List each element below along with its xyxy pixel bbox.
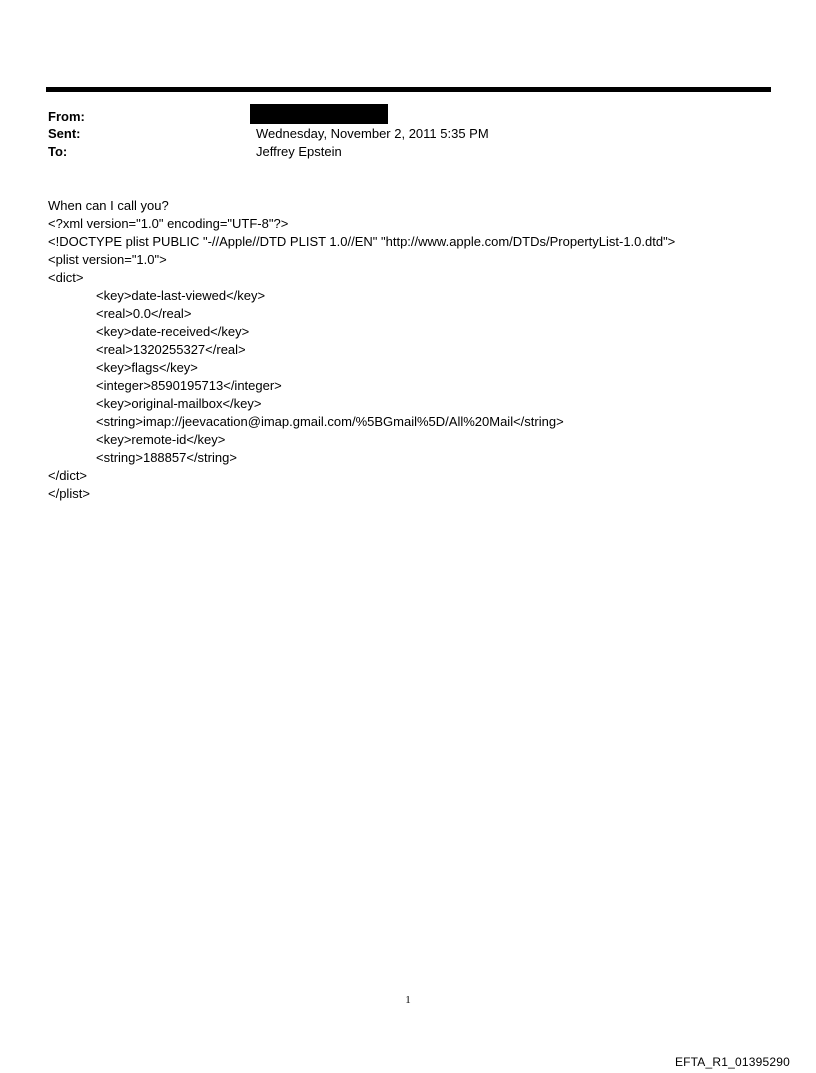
body-line-doctype: <!DOCTYPE plist PUBLIC "-//Apple//DTD PLIST 1.0//EN" "http://www.apple.com/DTDs/PropertyList-1.0.dtd"> [48,234,676,249]
body-line-key: <key>remote-id</key> [96,432,226,447]
body-line-value: <string>imap://jeevacation@imap.gmail.com/%5BGmail%5D/All%20Mail</string> [96,414,564,429]
page-number: 1 [405,994,411,1006]
top-divider [46,87,771,92]
body-line-value: <integer>8590195713</integer> [96,378,282,393]
body-line-value: <real>0.0</real> [96,306,192,321]
to-row [48,143,748,161]
from-row [48,108,748,126]
body-line-xml-decl: <?xml version="1.0" encoding="UTF-8"?> [48,216,289,231]
sent-row [48,125,748,143]
body-line-value: <real>1320255327</real> [96,342,246,357]
redaction-bar [250,104,388,124]
from-label: From: [48,109,85,124]
body-line-key: <key>date-received</key> [96,324,250,339]
body-line-key: <key>flags</key> [96,360,198,375]
sent-value: Wednesday, November 2, 2011 5:35 PM [256,126,489,141]
body-line-key: <key>original-mailbox</key> [96,396,262,411]
body-line-plist-close: </plist> [48,486,90,501]
body-line-value: <string>188857</string> [96,450,237,465]
to-value: Jeffrey Epstein [256,144,342,159]
document-id: EFTA_R1_01395290 [674,1055,790,1069]
body-line-greeting: When can I call you? [48,198,169,213]
sent-label: Sent: [48,126,81,141]
message-body [48,197,675,503]
body-line-key: <key>date-last-viewed</key> [96,288,266,303]
body-line-dict-close: </dict> [48,468,88,483]
body-line-dict-open: <dict> [48,270,84,285]
to-label: To: [48,144,68,159]
body-line-plist-open: <plist version="1.0"> [48,252,167,267]
